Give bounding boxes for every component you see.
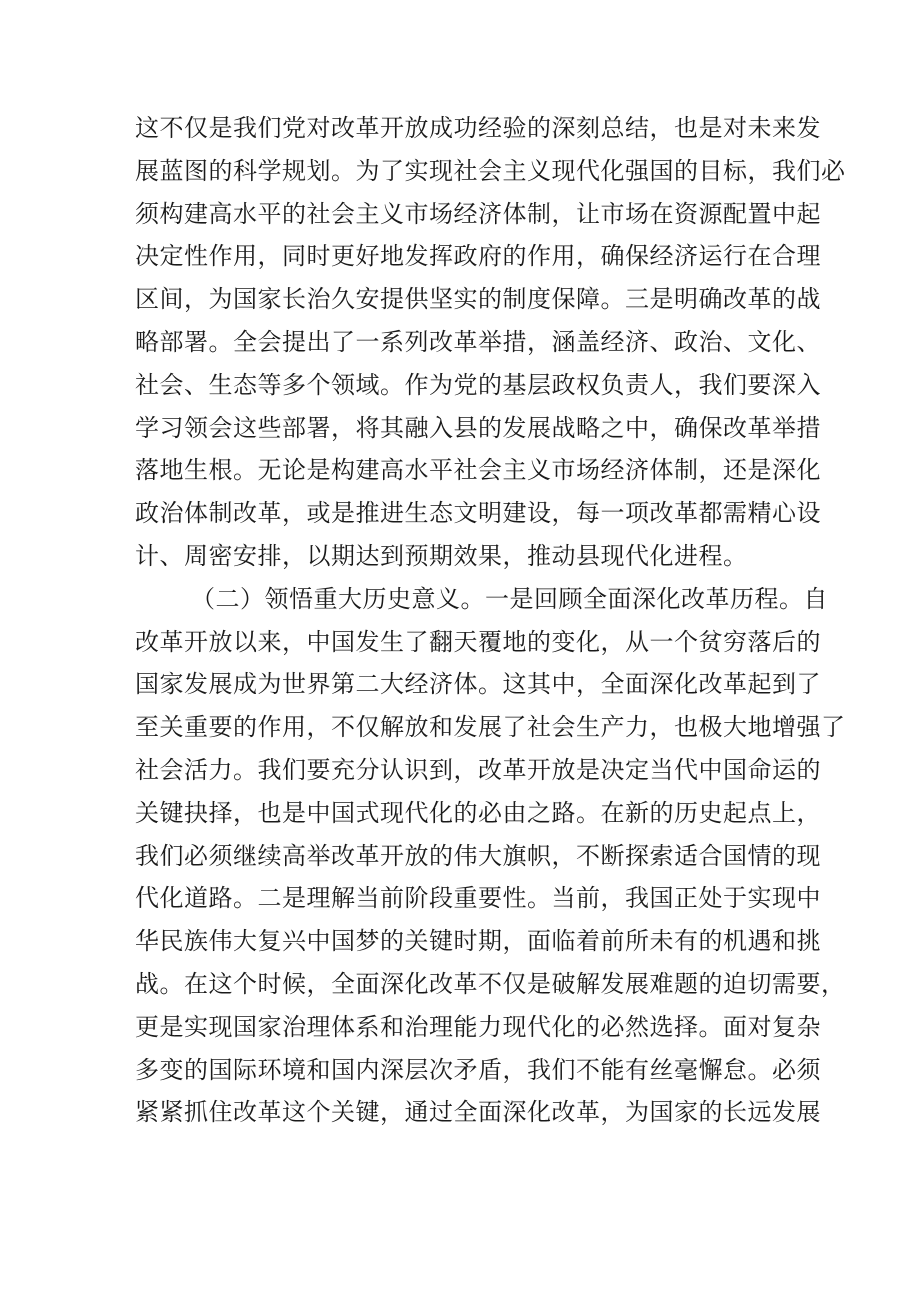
text-line: 更是实现国家治理体系和治理能力现代化的必然选择。面对复杂 <box>135 1012 821 1041</box>
text-line: 学习领会这些部署，将其融入县的发展战略之中，确保改革举措 <box>135 413 821 442</box>
text-line: 紧紧抓住改革这个关键，通过全面深化改革，为国家的长远发展 <box>135 1098 821 1127</box>
document-body <box>135 107 846 1134</box>
text-line: 决定性作用，同时更好地发挥政府的作用，确保经济运行在合理 <box>135 242 821 271</box>
text-line: 改革开放以来，中国发生了翻天覆地的变化，从一个贫穷落后的 <box>135 627 821 656</box>
text-line: 这不仅是我们党对改革开放成功经验的深刻总结，也是对未来发 <box>135 114 821 142</box>
paragraph-1 <box>135 107 846 578</box>
text-line: 多变的国际环境和国内深层次矛盾，我们不能有丝毫懈怠。必须 <box>135 1055 821 1084</box>
text-line: 国家发展成为世界第二大经济体。这其中，全面深化改革起到了 <box>135 670 821 699</box>
text-line: 关键抉择，也是中国式现代化的必由之路。在新的历史起点上， <box>135 798 821 827</box>
text-line: 展蓝图的科学规划。为了实现社会主义现代化强国的目标，我们必 <box>135 156 846 185</box>
text-line: 至关重要的作用，不仅解放和发展了社会生产力，也极大地增强了 <box>135 713 846 742</box>
text-line: 我们必须继续高举改革开放的伟大旗帜，不断探索适合国情的现 <box>135 841 821 870</box>
text-line: 略部署。全会提出了一系列改革举措，涵盖经济、政治、文化、 <box>135 327 821 356</box>
text-line: 社会活力。我们要充分认识到，改革开放是决定当代中国命运的 <box>135 755 821 784</box>
text-line: 战。在这个时候，全面深化改革不仅是破解发展难题的迫切需要， <box>135 969 846 998</box>
text-line: 计、周密安排，以期达到预期效果，推动县现代化进程。 <box>135 541 748 570</box>
paragraph-2 <box>135 578 846 1134</box>
text-line: （二）领悟重大历史意义。一是回顾全面深化改革历程。自 <box>191 584 828 613</box>
text-line: 政治体制改革，或是推进生态文明建设，每一项改革都需精心设 <box>135 499 821 528</box>
text-line: 落地生根。无论是构建高水平社会主义市场经济体制，还是深化 <box>135 456 821 485</box>
text-line: 代化道路。二是理解当前阶段重要性。当前，我国正处于实现中 <box>135 884 821 913</box>
text-line: 华民族伟大复兴中国梦的关键时期，面临着前所未有的机遇和挑 <box>135 927 821 956</box>
text-line: 社会、生态等多个领域。作为党的基层政权负责人，我们要深入 <box>135 370 821 399</box>
text-line: 区间，为国家长治久安提供坚实的制度保障。三是明确改革的战 <box>135 285 821 314</box>
text-line: 须构建高水平的社会主义市场经济体制，让市场在资源配置中起 <box>135 199 821 228</box>
